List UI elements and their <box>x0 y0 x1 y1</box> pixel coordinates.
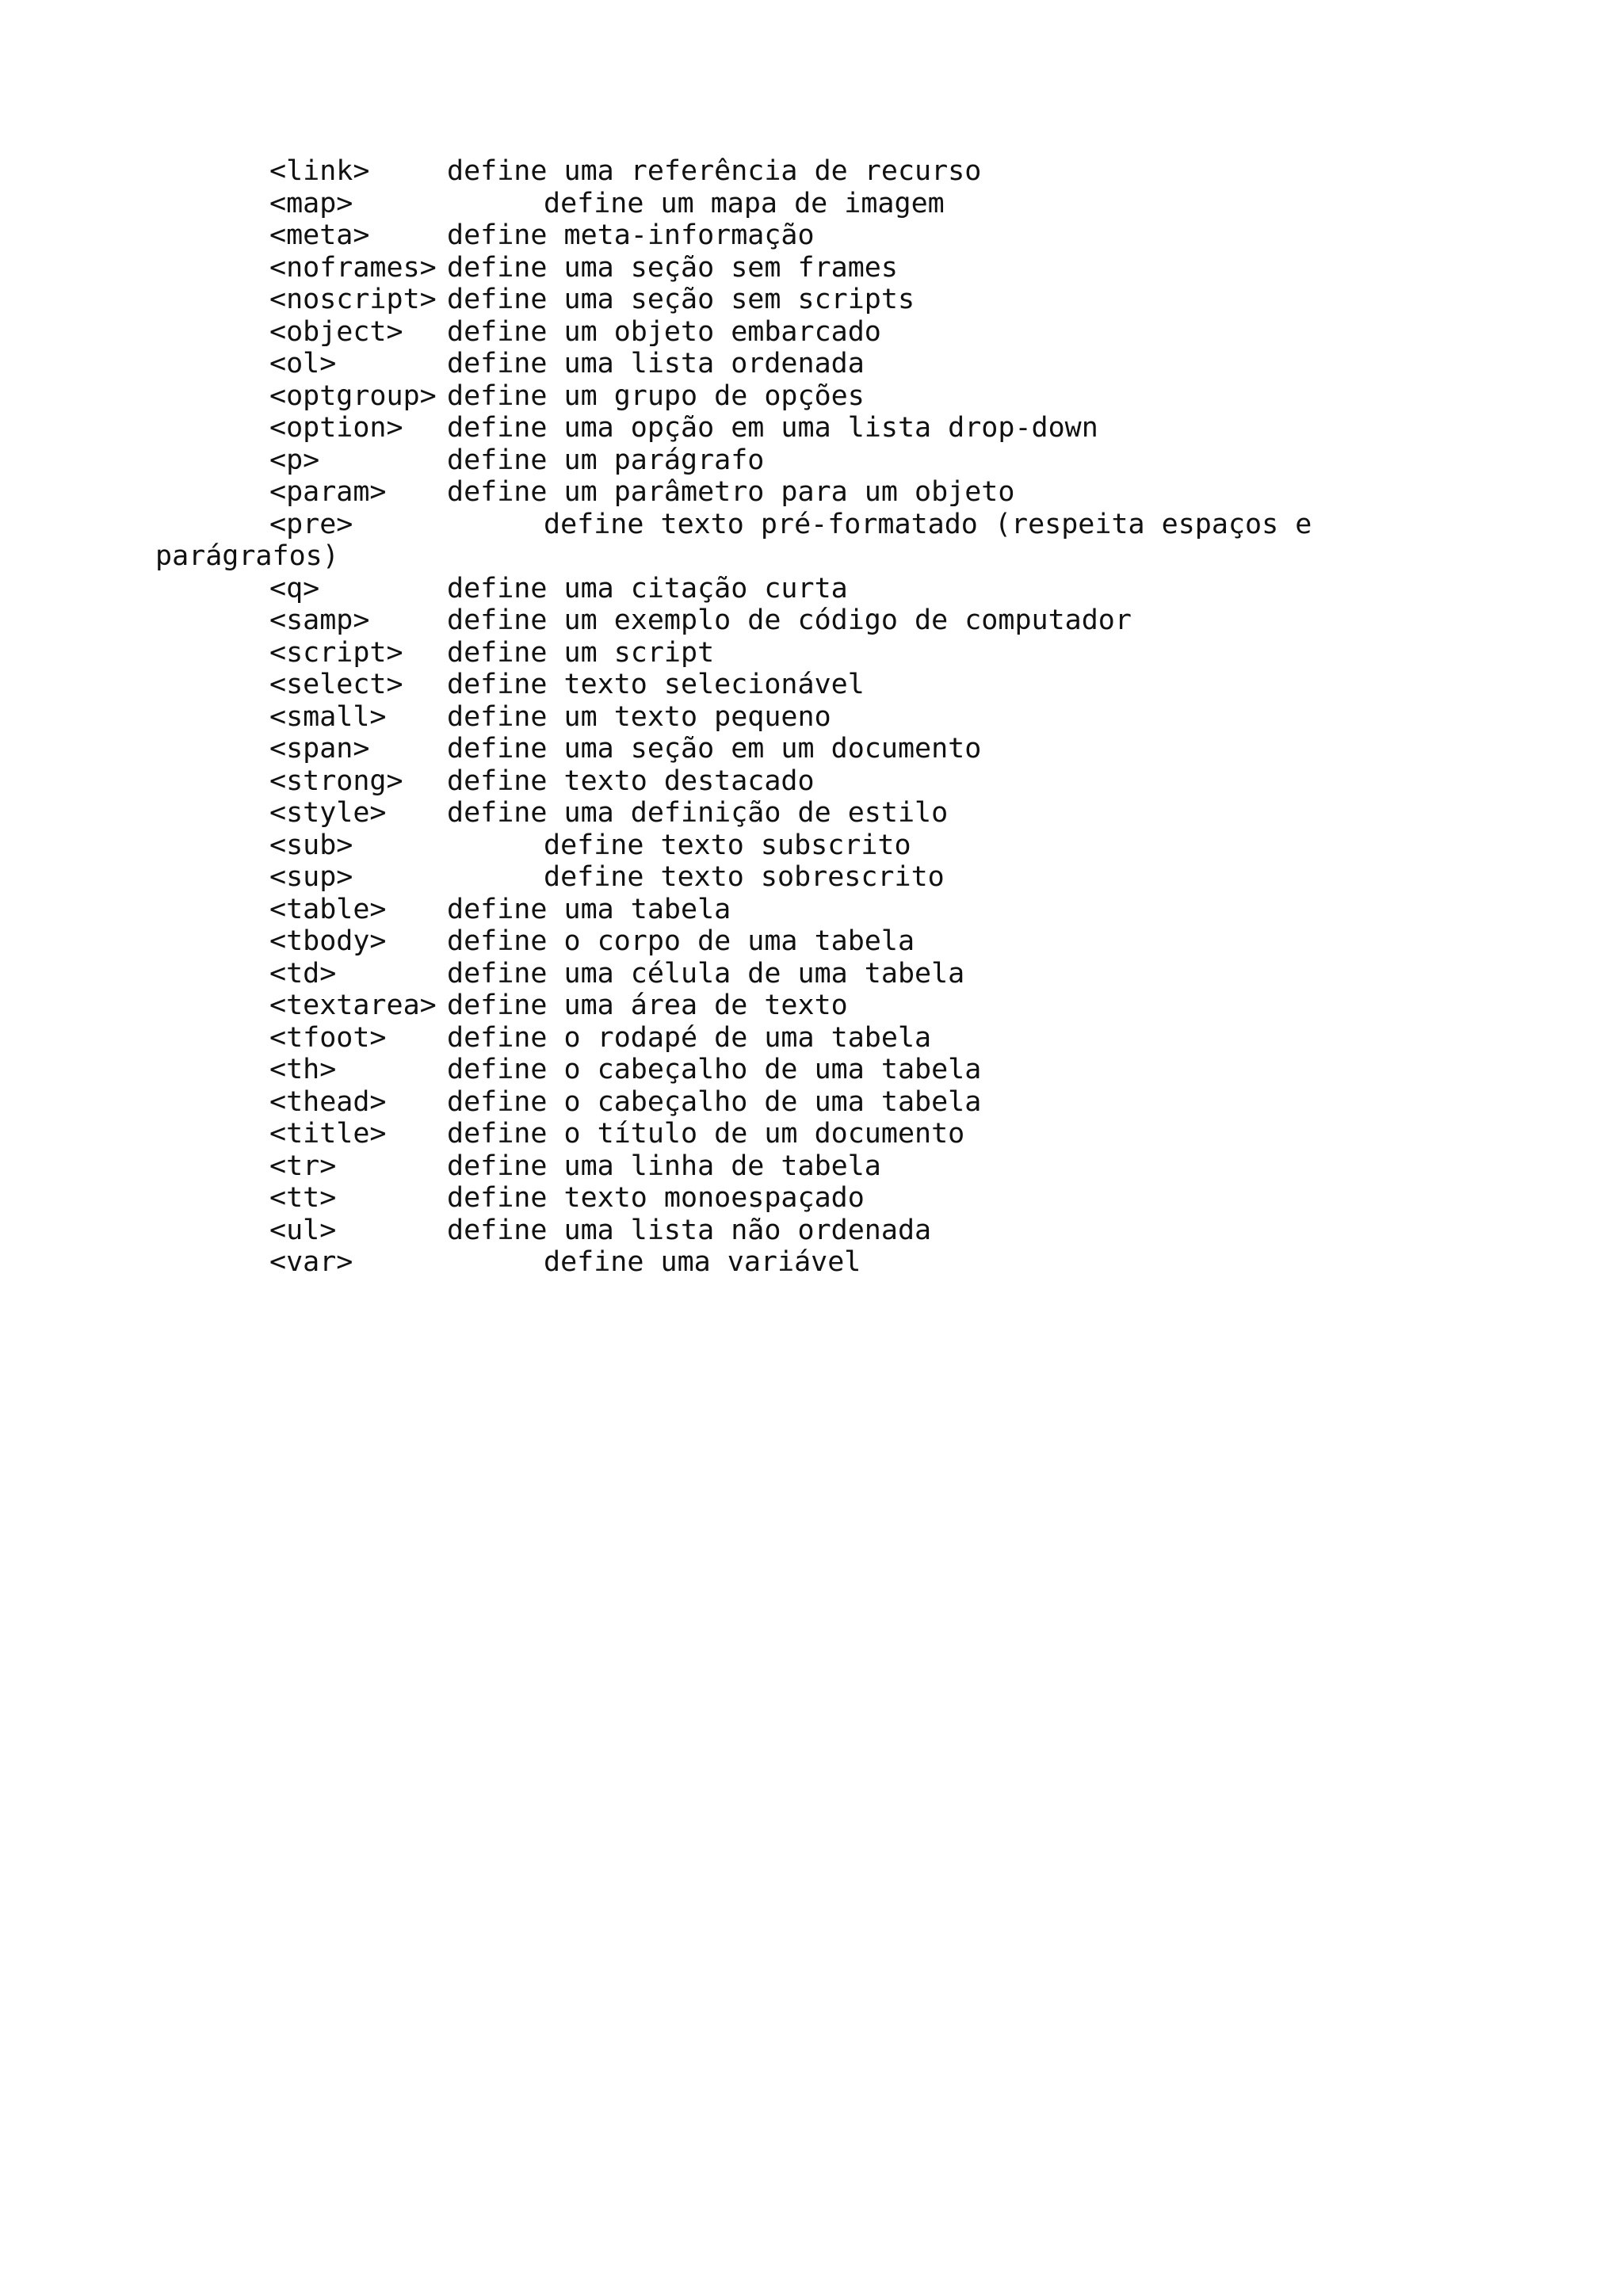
tag-description: define um parâmetro para um objeto <box>447 476 1015 508</box>
tag-description: define o corpo de uma tabela <box>447 925 915 957</box>
tag-description: define texto monoespaçado <box>447 1182 865 1214</box>
tag-name: <tbody> <box>269 925 387 957</box>
tag-name: <q> <box>269 573 320 605</box>
tag-name: <sup> <box>269 861 353 893</box>
tag-description: define uma seção sem scripts <box>447 284 915 315</box>
tag-name: <style> <box>269 797 387 829</box>
tag-name: <table> <box>269 894 387 925</box>
tag-description: define uma área de texto <box>447 990 848 1021</box>
tag-name: <tt> <box>269 1182 337 1214</box>
tag-description: define uma opção em uma lista drop-down <box>447 412 1098 444</box>
tag-name: <thead> <box>269 1086 387 1118</box>
tag-name: <ol> <box>269 348 337 379</box>
tag-description: define uma citação curta <box>447 573 848 605</box>
tag-description: define um exemplo de código de computador <box>447 605 1132 636</box>
tag-name: <span> <box>269 733 370 765</box>
tag-description: define texto selecionável <box>447 669 865 700</box>
tag-name: <small> <box>269 701 387 733</box>
tag-description: define um objeto embarcado <box>447 316 881 348</box>
tag-name: <optgroup> <box>269 380 437 412</box>
tag-name: <noscript> <box>269 284 437 315</box>
tag-name: <object> <box>269 316 403 348</box>
tag-description: define uma célula de uma tabela <box>447 958 965 990</box>
tag-description: define um grupo de opções <box>447 380 865 412</box>
tag-description: define uma variável <box>544 1246 861 1278</box>
tag-name: <sub> <box>269 830 353 861</box>
tag-name: <meta> <box>269 219 370 251</box>
tag-name: <var> <box>269 1246 353 1278</box>
tag-description: define um parágrafo <box>447 444 765 476</box>
tag-name: <textarea> <box>269 990 437 1021</box>
tag-description: define texto destacado <box>447 765 815 797</box>
tag-description: define uma tabela <box>447 894 731 925</box>
tag-description: define um script <box>447 637 715 669</box>
tag-description: define uma linha de tabela <box>447 1150 881 1182</box>
tag-description: define o cabeçalho de uma tabela <box>447 1054 982 1085</box>
wrapped-text-line: parágrafos) <box>155 540 339 572</box>
tag-description: define o rodapé de uma tabela <box>447 1022 932 1054</box>
tag-name: <th> <box>269 1054 337 1085</box>
tag-name: <td> <box>269 958 337 990</box>
tag-description: define uma seção em um documento <box>447 733 982 765</box>
tag-name: <pre> <box>269 509 353 540</box>
tag-description: define uma definição de estilo <box>447 797 949 829</box>
tag-name: <strong> <box>269 765 403 797</box>
tag-name: <title> <box>269 1118 387 1150</box>
tag-description: define uma lista não ordenada <box>447 1215 932 1246</box>
tag-description: define texto pré-formatado (respeita espaços e <box>544 509 1312 540</box>
tag-name: <samp> <box>269 605 370 636</box>
tag-name: <tfoot> <box>269 1022 387 1054</box>
tag-description: define um texto pequeno <box>447 701 831 733</box>
tag-description: define um mapa de imagem <box>544 188 945 219</box>
tag-description: define uma referência de recurso <box>447 155 982 187</box>
tag-description: define texto sobrescrito <box>544 861 945 893</box>
tag-description: define o cabeçalho de uma tabela <box>447 1086 982 1118</box>
tag-description: define meta-informação <box>447 219 815 251</box>
tag-name: <select> <box>269 669 403 700</box>
tag-description: define uma lista ordenada <box>447 348 865 379</box>
tag-name: <option> <box>269 412 403 444</box>
tag-name: <tr> <box>269 1150 337 1182</box>
tag-name: <script> <box>269 637 403 669</box>
tag-description: define texto subscrito <box>544 830 911 861</box>
tag-description: define uma seção sem frames <box>447 252 898 284</box>
tag-name: <noframes> <box>269 252 437 284</box>
tag-description: define o título de um documento <box>447 1118 965 1150</box>
tag-name: <link> <box>269 155 370 187</box>
tag-name: <ul> <box>269 1215 337 1246</box>
tag-name: <param> <box>269 476 387 508</box>
tag-name: <p> <box>269 444 320 476</box>
tag-name: <map> <box>269 188 353 219</box>
